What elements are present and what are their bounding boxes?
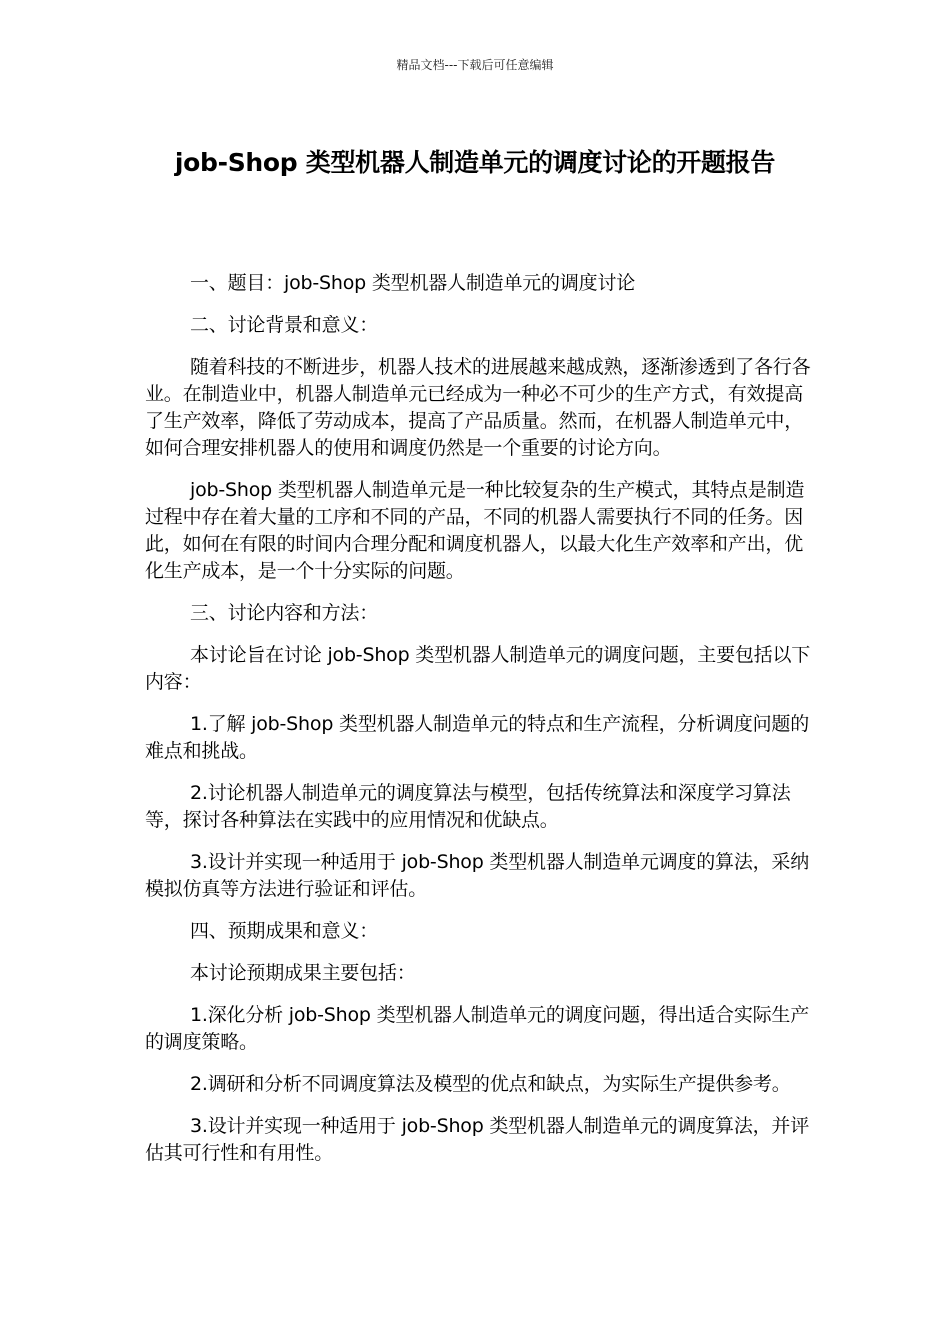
list-item-content-2: 2.讨论机器人制造单元的调度算法与模型，包括传统算法和深度学习算法等，探讨各种算法在实践中的应用情况和优缺点。 bbox=[145, 782, 791, 831]
list-item-content-3: 3.设计并实现一种适用于 job-Shop 类型机器人制造单元调度的算法，采纳模拟仿真等方法进行验证和评估。 bbox=[145, 851, 810, 900]
section-heading-background: 二、讨论背景和意义： bbox=[190, 314, 379, 336]
section-heading-topic: 一、题目：job-Shop 类型机器人制造单元的调度讨论 bbox=[190, 272, 636, 294]
header-note: 精品文档---下载后可任意编辑 bbox=[396, 58, 554, 72]
paragraph-outcomes-intro: 本讨论预期成果主要包括： bbox=[190, 962, 416, 984]
list-item-outcome-1: 1.深化分析 job-Shop 类型机器人制造单元的调度问题，得出适合实际生产的调度策略。 bbox=[145, 1004, 810, 1053]
list-item-outcome-2: 2.调研和分析不同调度算法及模型的优点和缺点，为实际生产提供参考。 bbox=[190, 1073, 791, 1095]
paragraph-background-2: job-Shop 类型机器人制造单元是一种比较复杂的生产模式，其特点是制造过程中存在着大量的工序和不同的产品，不同的机器人需要执行不同的任务。因此，如何在有限的时间内合理分配和调度机器人，以最大化生产效率和产出，优化生产成本，是一个十分实际的问题。 bbox=[145, 479, 805, 582]
document-body bbox=[145, 270, 817, 1182]
paragraph-content-intro: 本讨论旨在讨论 job-Shop 类型机器人制造单元的调度问题，主要包括以下内容： bbox=[145, 644, 811, 693]
paragraph-background-1: 随着科技的不断进步，机器人技术的进展越来越成熟，逐渐渗透到了各行各业。在制造业中，机器人制造单元已经成为一种必不可少的生产方式，有效提高了生产效率，降低了劳动成本，提高了产品质量。然而，在机器人制造单元中，如何合理安排机器人的使用和调度仍然是一个重要的讨论方向。 bbox=[145, 356, 811, 459]
section-heading-content: 三、讨论内容和方法： bbox=[190, 602, 379, 624]
list-item-outcome-3: 3.设计并实现一种适用于 job-Shop 类型机器人制造单元的调度算法，并评估其可行性和有用性。 bbox=[145, 1115, 810, 1164]
document-title: job-Shop 类型机器人制造单元的调度讨论的开题报告 bbox=[174, 148, 776, 177]
section-heading-outcomes: 四、预期成果和意义： bbox=[190, 920, 379, 942]
list-item-content-1: 1.了解 job-Shop 类型机器人制造单元的特点和生产流程，分析调度问题的难点和挑战。 bbox=[145, 713, 810, 762]
